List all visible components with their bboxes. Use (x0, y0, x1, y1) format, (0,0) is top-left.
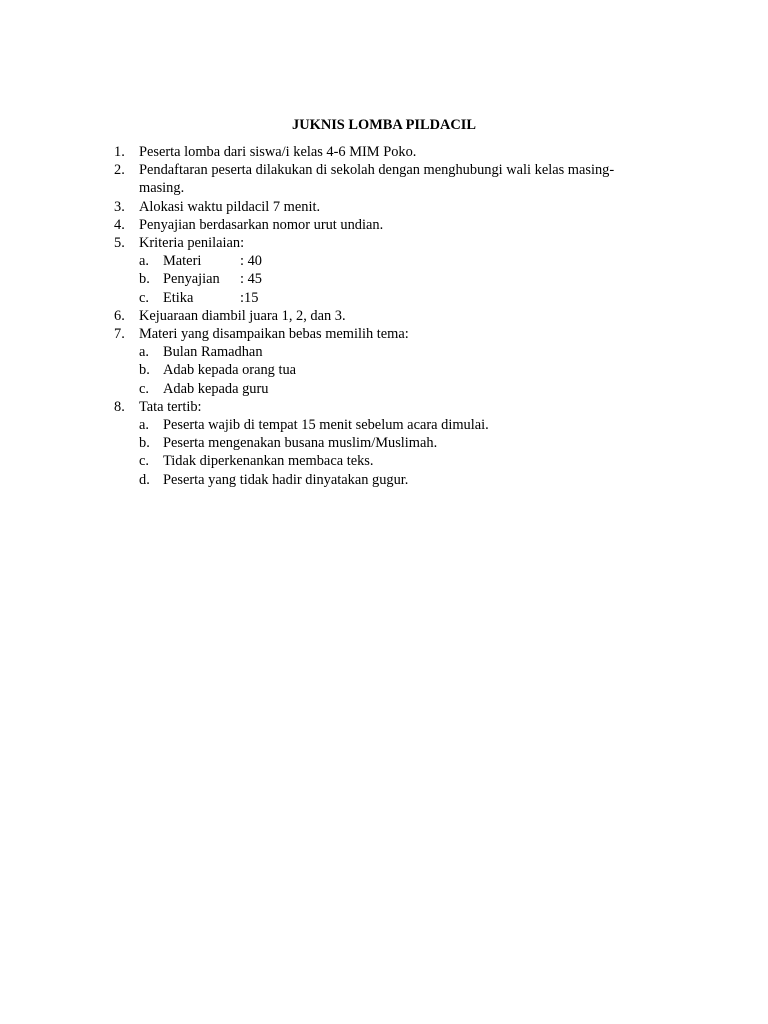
sub-letter: b. (139, 271, 150, 288)
sub-letter: c. (139, 289, 149, 306)
sub-letter: b. (139, 362, 150, 379)
rule-item (139, 416, 654, 434)
list-item-text: Kriteria penilaian: (139, 235, 245, 252)
rule-item (139, 434, 654, 452)
sub-letter: c. (139, 380, 149, 397)
sub-letter: a. (139, 417, 149, 434)
sub-letter: b. (139, 435, 150, 452)
rules-list (114, 143, 654, 489)
list-item-text: Peserta lomba dari siswa/i kelas 4-6 MIM Poko. (139, 144, 417, 160)
sub-item-text: Bulan Ramadhan (163, 344, 263, 361)
rule-item (139, 452, 654, 470)
theme-item (139, 361, 654, 379)
list-item-text: Alokasi waktu pildacil 7 menit. (139, 198, 321, 215)
list-item-text: Tata tertib: (139, 398, 202, 415)
list-item-2 (114, 161, 654, 197)
list-number: 2. (114, 162, 125, 179)
list-item-text: Materi yang disampaikan bebas memilih tema: (139, 326, 409, 343)
list-item-1 (114, 143, 654, 161)
criteria-label: Penyajian (163, 271, 220, 288)
sub-item-text: Peserta wajib di tempat 15 menit sebelum acara dimulai. (163, 417, 489, 434)
list-item-7 (114, 325, 654, 398)
list-number: 3. (114, 198, 125, 215)
sub-item-text: Peserta mengenakan busana muslim/Muslimah. (163, 435, 438, 452)
list-number: 6. (114, 307, 125, 324)
criteria-label: Etika (163, 289, 194, 306)
criteria-item-etika (139, 289, 654, 307)
list-item-text: Penyajian berdasarkan nomor urut undian. (139, 216, 384, 233)
theme-item (139, 343, 654, 361)
list-number: 5. (114, 235, 125, 252)
list-item-3 (114, 198, 654, 216)
criteria-item-penyajian (139, 270, 654, 288)
sub-item-text: Tidak diperkenankan membaca teks. (163, 453, 374, 470)
rule-item (139, 471, 654, 489)
criteria-label: Materi (163, 253, 202, 270)
criteria-value: : 45 (240, 271, 262, 288)
criteria-item-materi (139, 252, 654, 270)
sub-letter: d. (139, 471, 150, 488)
sub-item-text: Adab kepada orang tua (163, 362, 297, 379)
document-title: JUKNIS LOMBA PILDACIL (292, 117, 476, 133)
theme-item (139, 380, 654, 398)
sub-item-text: Adab kepada guru (163, 380, 269, 397)
sub-letter: a. (139, 253, 149, 270)
list-item-5 (114, 234, 654, 307)
list-item-text: Kejuaraan diambil juara 1, 2, dan 3. (139, 307, 346, 324)
list-number: 8. (114, 398, 125, 415)
list-number: 7. (114, 326, 125, 343)
sub-item-text: Peserta yang tidak hadir dinyatakan gugur. (163, 471, 409, 488)
list-item-4 (114, 216, 654, 234)
list-item-8 (114, 398, 654, 489)
list-item-6 (114, 307, 654, 325)
sub-letter: c. (139, 453, 149, 470)
sub-letter: a. (139, 344, 149, 361)
list-number: 4. (114, 216, 125, 233)
criteria-value: : 40 (240, 253, 262, 270)
criteria-value: :15 (240, 289, 259, 306)
list-number: 1. (114, 144, 125, 160)
list-item-text: Pendaftaran peserta dilakukan di sekolah dengan menghubungi wali kelas masing-masing. (139, 162, 615, 197)
